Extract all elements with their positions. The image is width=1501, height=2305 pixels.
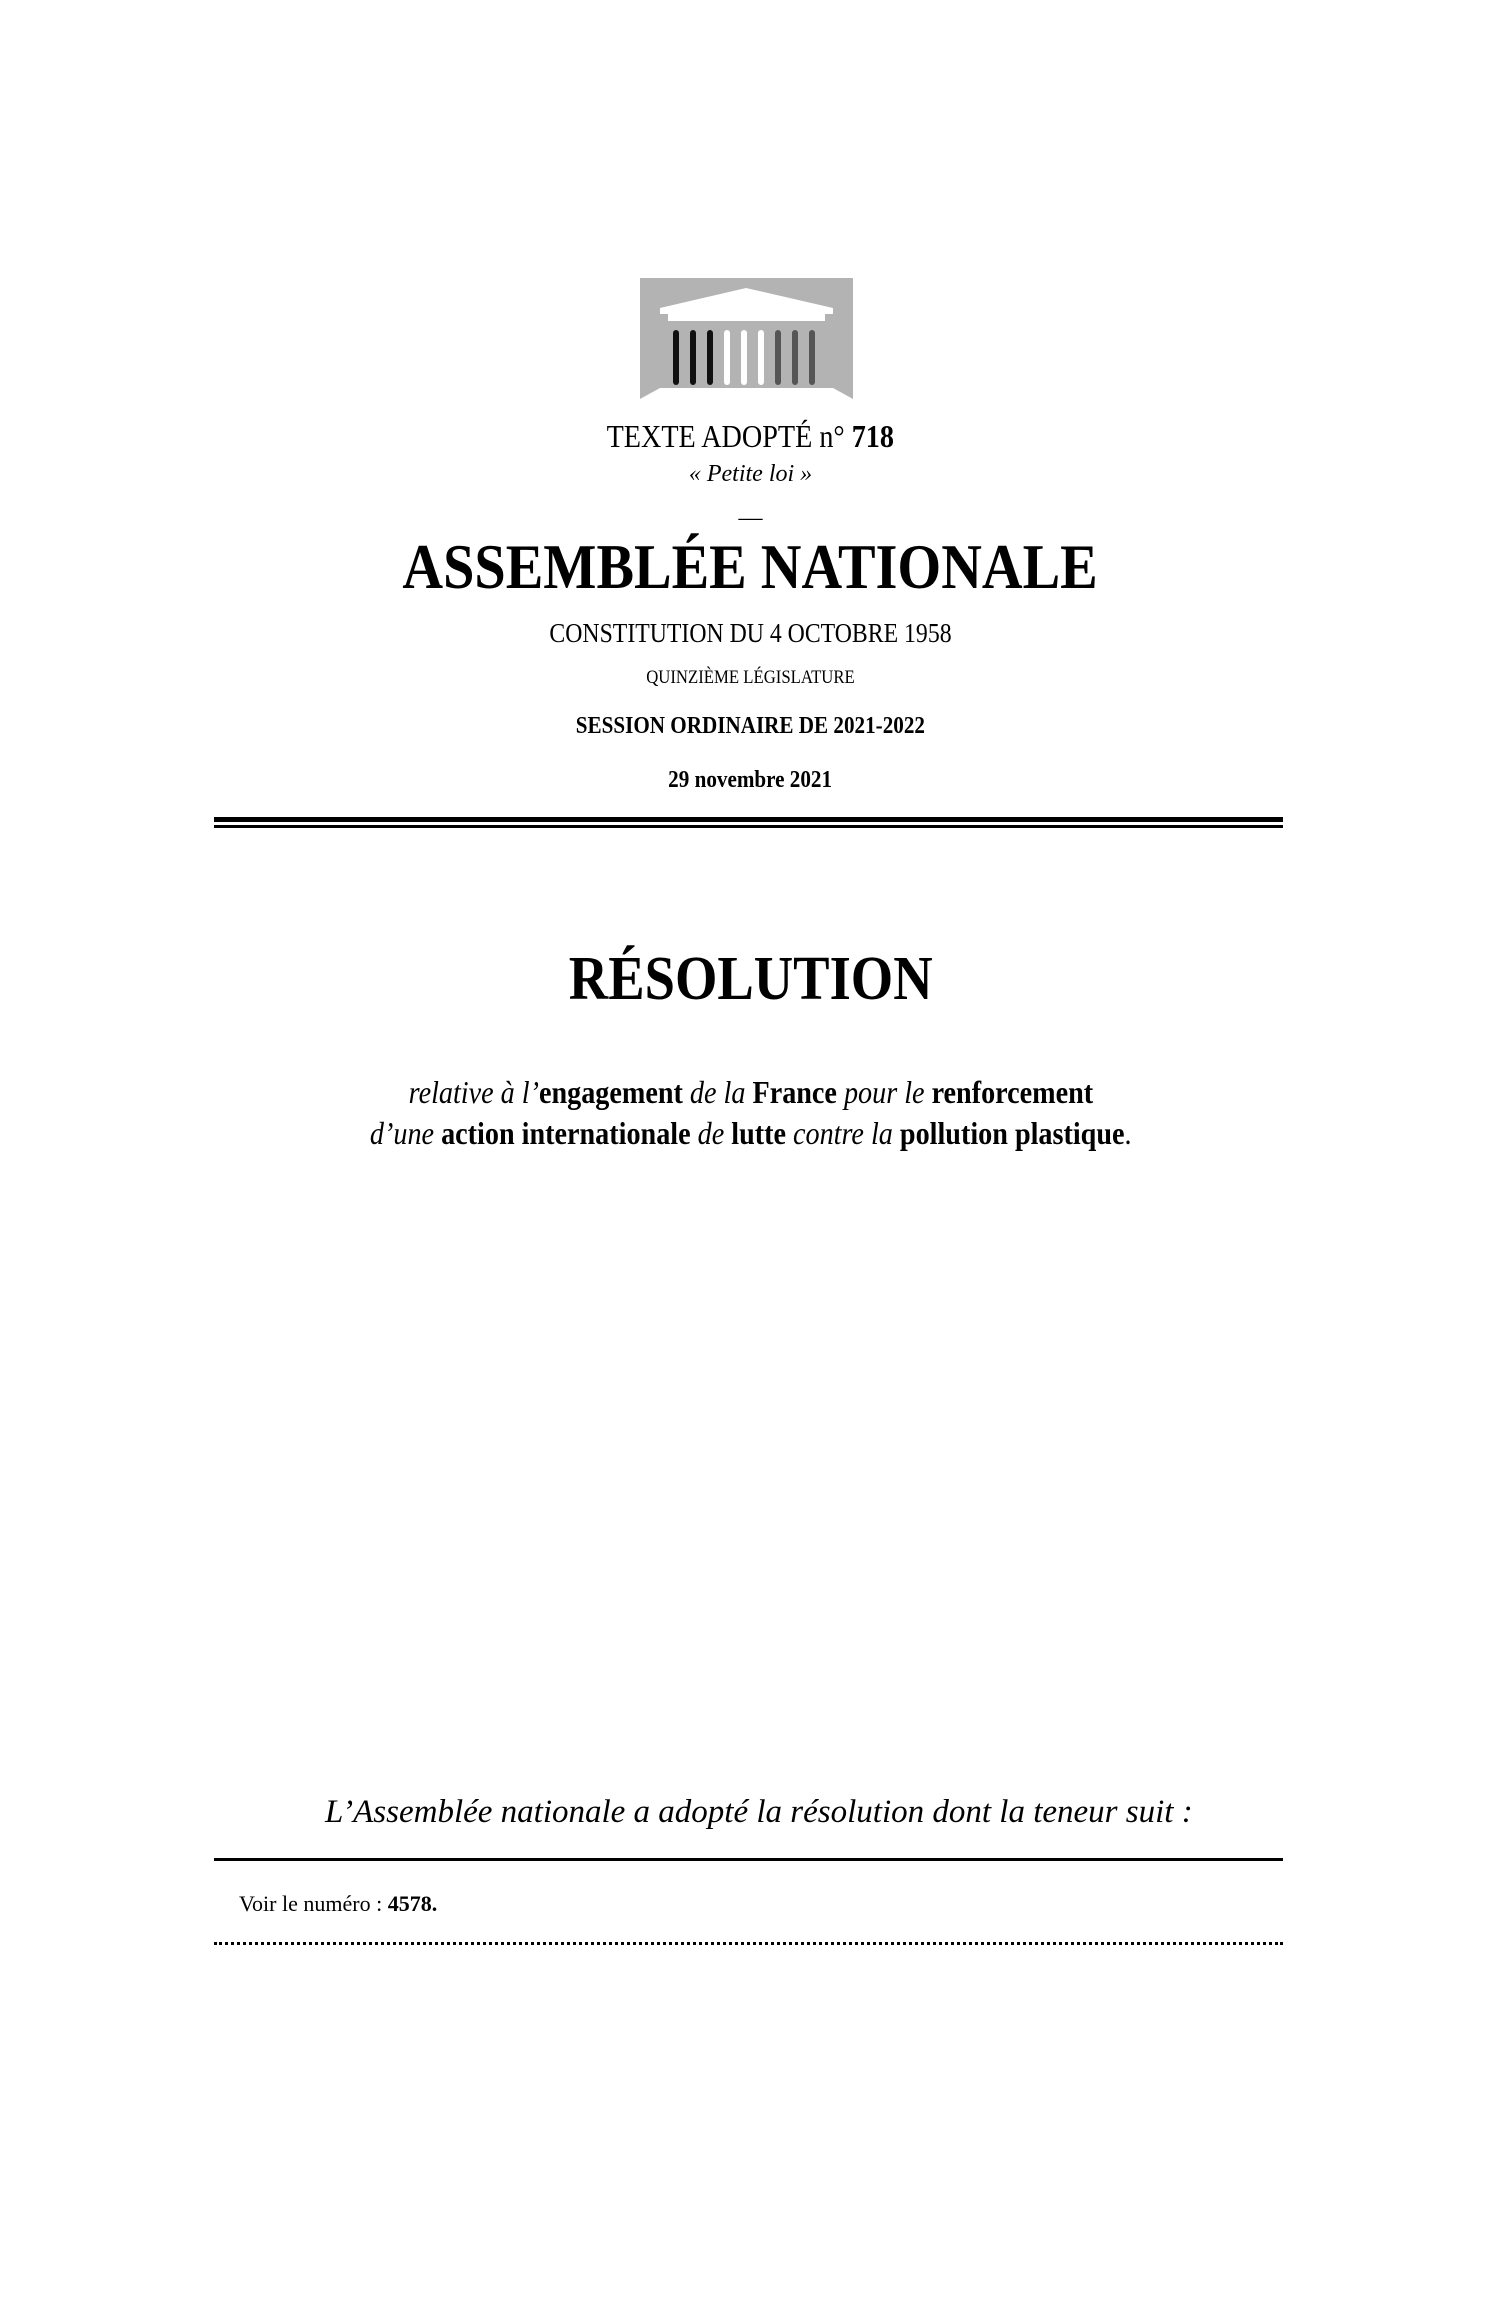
description-segment: renforcement — [931, 1074, 1093, 1110]
footnote-rule — [214, 1858, 1283, 1861]
adopted-prefix: TEXTE ADOPTÉ n° — [606, 418, 845, 454]
adopted-text-number — [0, 418, 1501, 455]
description-segment: relative à l’ — [408, 1074, 539, 1110]
legislature-line — [0, 667, 1501, 689]
reference-line — [239, 1891, 437, 1917]
description-segment: pour le — [836, 1074, 932, 1110]
institution-title — [0, 530, 1501, 604]
double-rule-bottom — [214, 825, 1283, 828]
description-segment: de — [690, 1115, 732, 1151]
adopted-number: 718 — [851, 418, 895, 454]
description-segment: d’une — [369, 1115, 441, 1151]
description-segment: . — [1124, 1115, 1132, 1151]
session-line — [0, 713, 1501, 740]
dotted-separator — [214, 1942, 1283, 1945]
description-segment: de la — [682, 1074, 753, 1110]
petite-loi: « Petite loi » — [688, 461, 813, 487]
assemblee-nationale-logo — [640, 278, 853, 399]
constitution-line — [0, 618, 1501, 649]
description-segment: contre la — [785, 1115, 900, 1151]
institution-name: ASSEMBLÉE NATIONALE — [402, 531, 1099, 602]
document-title — [0, 944, 1501, 1015]
separator-dash: __ — [738, 497, 763, 523]
date-text: 29 novembre 2021 — [668, 767, 833, 793]
description-segment: pollution plastique — [899, 1115, 1125, 1151]
description-segment: engagement — [538, 1074, 683, 1110]
description-segment: action internationale — [440, 1115, 691, 1151]
description-line-2 — [0, 1115, 1501, 1152]
description-segment: France — [752, 1074, 837, 1110]
double-rule-top — [214, 817, 1283, 822]
description-segment: lutte — [731, 1115, 786, 1151]
constitution-text: CONSTITUTION DU 4 OCTOBRE 1958 — [549, 618, 952, 648]
reference-label: Voir le numéro : — [239, 1891, 383, 1916]
session-text: SESSION ORDINAIRE DE 2021-2022 — [575, 713, 926, 739]
date-line — [0, 767, 1501, 794]
legislature-text: QUINZIÈME LÉGISLATURE — [646, 667, 855, 688]
description-line-1 — [0, 1074, 1501, 1111]
title-text: RÉSOLUTION — [568, 945, 933, 1013]
reference-number: 4578. — [387, 1891, 438, 1916]
adoption-statement: L’Assemblée nationale a adopté la résolution dont la teneur suit : — [325, 1794, 1193, 1830]
